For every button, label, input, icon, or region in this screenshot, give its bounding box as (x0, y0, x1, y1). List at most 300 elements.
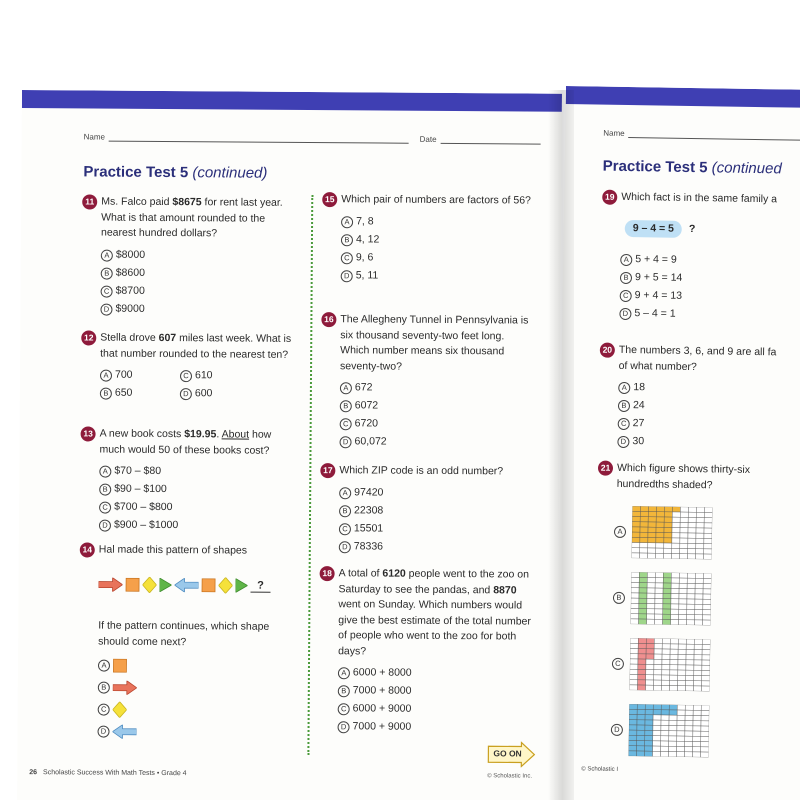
choice-text: 7000 + 9000 (352, 720, 412, 733)
grid-cell (631, 593, 639, 598)
grid-cell (646, 654, 654, 659)
choice-d[interactable] (99, 517, 295, 536)
grid-cell (688, 533, 696, 538)
grid-cell (646, 670, 654, 675)
grid-cell (677, 715, 685, 720)
question-text-line-1: The numbers 3, 6, and 9 are all fa (618, 343, 777, 359)
bubble-a[interactable]: A (338, 667, 350, 679)
question-text: A new book costs $19.95. About how much would 50 of these books cost? (99, 427, 272, 457)
grid-cell (679, 614, 687, 619)
grid-cell (654, 664, 662, 669)
question-number: 19 (602, 190, 617, 205)
bubble-a[interactable]: A (100, 370, 112, 382)
choice-a[interactable] (339, 484, 539, 503)
bubble-c[interactable]: C (620, 290, 632, 302)
grid-cell (687, 609, 695, 614)
grid-cell (685, 715, 693, 720)
grid-cell (663, 604, 671, 609)
grid-cell (685, 721, 693, 726)
bubble-a[interactable]: A (614, 526, 626, 538)
grid-cell (639, 598, 647, 603)
grid-cell (645, 710, 653, 715)
grid-cell (630, 638, 638, 643)
grid-cell (645, 736, 653, 741)
grid-cell (703, 589, 711, 594)
choice-b[interactable] (338, 682, 538, 701)
grid-cell (688, 538, 696, 543)
grid-cell (702, 650, 710, 655)
grid-cell (662, 659, 670, 664)
grid-cell (687, 583, 695, 588)
grid-cell (671, 588, 679, 593)
book-gutter (548, 90, 574, 800)
bubble-d[interactable]: D (611, 724, 623, 736)
left-page (17, 90, 562, 800)
bubble-c[interactable]: C (98, 704, 110, 716)
grid-cell (704, 544, 712, 549)
grid-cell (669, 731, 677, 736)
grid-cell (680, 538, 688, 543)
name-field (84, 132, 409, 143)
grid-cell (630, 659, 638, 664)
grid-cell (685, 731, 693, 736)
answer-choices (341, 213, 541, 286)
choice-d[interactable] (100, 300, 296, 319)
choice-d[interactable] (341, 267, 541, 286)
choice-text: 7, 8 (356, 215, 374, 228)
bubble-b[interactable]: B (99, 484, 111, 496)
bubble-a[interactable]: A (618, 382, 630, 394)
grid-cell (704, 538, 712, 543)
question-text: Which fact is in the same family a (621, 190, 778, 206)
bubble-a[interactable]: A (99, 466, 111, 478)
grid-cell (702, 644, 710, 649)
grid-cell (637, 746, 645, 751)
choice-b[interactable] (340, 397, 535, 416)
choice-d[interactable] (610, 697, 709, 765)
bubble-b[interactable]: B (620, 272, 632, 284)
grid-cell (639, 577, 647, 582)
date-field (420, 135, 541, 145)
grid-cell (680, 543, 688, 548)
bubble-d[interactable]: D (341, 270, 353, 282)
bubble-d[interactable]: D (619, 308, 631, 320)
grid-cell (687, 589, 695, 594)
grid-cell (655, 609, 663, 614)
yellow-diamond-icon (113, 702, 127, 718)
grid-cell (688, 528, 696, 533)
grid-cell (638, 649, 646, 654)
bubble-c[interactable]: C (612, 658, 624, 670)
bubble-a[interactable]: A (620, 254, 632, 266)
choice-d[interactable] (337, 718, 537, 737)
bubble-a[interactable]: A (339, 487, 351, 499)
bubble-d[interactable]: D (340, 436, 352, 448)
grid-cell (678, 639, 686, 644)
grid-cell (676, 752, 684, 757)
bubble-d[interactable]: D (617, 436, 629, 448)
choice-text: 650 (114, 386, 133, 400)
choice-text: 60,072 (354, 435, 387, 448)
grid-cell (702, 655, 710, 660)
grid-cell (630, 648, 638, 653)
grid-cell (663, 578, 671, 583)
bubble-c[interactable]: C (99, 502, 111, 514)
grid-cell (648, 522, 656, 527)
yellow-diamond-icon (218, 577, 232, 593)
grid-cell (648, 543, 656, 548)
choice-text: 18 (633, 381, 646, 394)
grid-cell (671, 583, 679, 588)
bubble-c[interactable]: C (618, 418, 630, 430)
grid-cell (654, 644, 662, 649)
grid-cell (664, 527, 672, 532)
grid-cell (670, 665, 678, 670)
grid-cell (704, 523, 712, 528)
grid-cell (680, 528, 688, 533)
grid-cell (639, 593, 647, 598)
page-title (83, 163, 267, 181)
choice-b[interactable] (101, 264, 297, 283)
choice-text: 6720 (354, 417, 379, 430)
bubble-b[interactable]: B (339, 505, 351, 517)
bubble-d[interactable]: D (180, 388, 192, 400)
bubble-b[interactable]: B (618, 400, 630, 412)
choice-text: 22308 (354, 504, 384, 517)
grid-cell (640, 553, 648, 558)
question-12 (84, 331, 296, 404)
grid-cell (661, 715, 669, 720)
grid-cell (645, 730, 653, 735)
grid-cell (656, 512, 664, 517)
choice-d[interactable] (619, 305, 800, 326)
grid-cell (694, 660, 702, 665)
red-arrow-icon (99, 578, 123, 592)
grid-cell (663, 614, 671, 619)
grid-cell (652, 751, 660, 756)
date-rule (441, 136, 541, 145)
grid-cell (638, 654, 646, 659)
equation-row (625, 219, 800, 240)
choice-b[interactable] (99, 481, 295, 500)
grid-cell (702, 639, 710, 644)
grid-cell (631, 582, 639, 587)
equation-qmark: ? (688, 222, 696, 235)
grid-cell (680, 554, 688, 559)
bubble-d[interactable]: D (339, 541, 351, 553)
choice-b[interactable] (100, 385, 180, 404)
bubble-c[interactable]: C (180, 370, 192, 382)
grid-cell (687, 578, 695, 583)
grid-cell (631, 608, 639, 613)
grid-cell (655, 604, 663, 609)
grid-cell (669, 741, 677, 746)
grid-cell (662, 654, 670, 659)
grid-cell (632, 548, 640, 553)
choice-d[interactable] (339, 433, 534, 452)
bubble-b[interactable]: B (340, 400, 352, 412)
grid-cell (678, 665, 686, 670)
grid-cell (695, 604, 703, 609)
bubble-a[interactable]: A (340, 382, 352, 394)
choice-b[interactable] (612, 565, 711, 633)
choice-c[interactable] (180, 367, 260, 386)
question-text: A total of 6120 people went to the zoo on Saturday to see the pandas, and 8870 went on Sunday. Which numbers would give the best estimate of the total number of people who went to the zoo for both days? (338, 567, 531, 657)
grid-cell (662, 670, 670, 675)
grid-cell (669, 705, 677, 710)
grid-cell (679, 583, 687, 588)
choice-c[interactable] (101, 282, 297, 301)
grid-cell (629, 735, 637, 740)
grid-cell (664, 553, 672, 558)
grid-cell (664, 538, 672, 543)
choice-d[interactable] (180, 385, 260, 404)
grid-cell (686, 639, 694, 644)
choice-b[interactable] (98, 677, 294, 700)
grid-cell (655, 614, 663, 619)
grid-cell (647, 593, 655, 598)
choice-text: 6072 (354, 399, 379, 412)
grid-cell (684, 752, 692, 757)
grid-cell (696, 507, 704, 512)
grid-cell (638, 643, 646, 648)
choice-a[interactable] (613, 499, 712, 567)
grid-cell (654, 675, 662, 680)
grid-cell (696, 528, 704, 533)
grid-cell (678, 675, 686, 680)
grid-cell (687, 604, 695, 609)
grid-cell (701, 736, 709, 741)
choice-a[interactable] (99, 463, 295, 482)
grid-cell (679, 573, 687, 578)
grid-cell (679, 604, 687, 609)
grid-cell (704, 533, 712, 538)
choice-c[interactable] (340, 415, 535, 434)
choice-text: $9000 (115, 302, 145, 315)
choice-a[interactable] (98, 655, 294, 678)
bubble-b[interactable]: B (101, 267, 113, 279)
question-16 (324, 312, 535, 452)
grid-cell (632, 542, 640, 547)
grid-cell (688, 554, 696, 559)
bubble-d[interactable]: D (338, 721, 350, 733)
grid-cell (646, 675, 654, 680)
grid-cell (645, 720, 653, 725)
bubble-c[interactable]: C (101, 285, 113, 297)
choice-a[interactable] (338, 664, 538, 683)
bubble-b[interactable]: B (98, 682, 110, 694)
grid-cell (629, 709, 637, 714)
question-text: If the pattern continues, which shape should come next? (98, 619, 270, 648)
bubble-a[interactable]: A (101, 249, 113, 261)
grid-cell (692, 752, 700, 757)
right-page (555, 86, 800, 800)
grid-cell (703, 578, 711, 583)
bubble-a[interactable]: A (98, 660, 110, 672)
grid-cell (640, 543, 648, 548)
grid-cell (701, 710, 709, 715)
grid-cell (693, 710, 701, 715)
bubble-b[interactable]: B (100, 388, 112, 400)
grid-cell (629, 746, 637, 751)
title-main: Practice Test 5 (83, 163, 189, 182)
grid-cell (670, 649, 678, 654)
grid-cell (655, 588, 663, 593)
bubble-a[interactable]: A (341, 216, 353, 228)
grid-cell (678, 686, 686, 691)
question-text: Hal made this pattern of shapes (98, 543, 248, 557)
choice-c[interactable] (341, 249, 541, 268)
bubble-c[interactable]: C (338, 703, 350, 715)
grid-cell (661, 741, 669, 746)
bubble-d[interactable]: D (97, 726, 109, 738)
grid-cell (647, 572, 655, 577)
grid-cell (655, 598, 663, 603)
grid-cell (688, 512, 696, 517)
grid-cell (662, 649, 670, 654)
grid-cell (694, 681, 702, 686)
choice-text: 27 (632, 417, 645, 430)
grid-cell (653, 746, 661, 751)
bubble-d[interactable]: D (100, 303, 112, 315)
grid-cell (693, 715, 701, 720)
grid-cell (632, 532, 640, 537)
figure-choices (610, 499, 712, 765)
grid-cell (632, 506, 640, 511)
grid-cell (638, 659, 646, 664)
choice-text: 672 (354, 381, 373, 394)
pattern-blank[interactable]: ? (251, 579, 271, 592)
choice-b[interactable] (341, 231, 541, 250)
grid-cell (661, 720, 669, 725)
grid-cell (688, 549, 696, 554)
grid-cell (632, 516, 640, 521)
grid-cell (638, 669, 646, 674)
choice-a[interactable] (101, 246, 297, 265)
grid-cell (703, 599, 711, 604)
grid-cell (664, 543, 672, 548)
choice-a[interactable] (341, 213, 541, 232)
grid-cell (704, 554, 712, 559)
choice-d[interactable] (617, 433, 800, 454)
choice-c[interactable] (611, 631, 710, 699)
grid-cell (677, 736, 685, 741)
grid-cell (670, 670, 678, 675)
grid-cell (669, 746, 677, 751)
grid-cell (703, 610, 711, 615)
grid-cell (664, 507, 672, 512)
grid-cell (640, 522, 648, 527)
grid-cell (632, 537, 640, 542)
grid-cell (664, 522, 672, 527)
choice-c[interactable] (98, 699, 294, 722)
grid-cell (679, 620, 687, 625)
grid-cell (661, 736, 669, 741)
red-arrow-icon (113, 681, 137, 695)
question-text: Which pair of numbers are factors of 56? (341, 193, 531, 207)
grid-cell (696, 538, 704, 543)
grid-cell (637, 715, 645, 720)
choice-a[interactable] (100, 367, 180, 386)
grid-cell (702, 676, 710, 681)
grid-cell (696, 517, 704, 522)
question-number: 13 (81, 426, 96, 441)
choice-d[interactable] (97, 721, 293, 744)
bubble-c[interactable]: C (339, 523, 351, 535)
grid-cell (695, 578, 703, 583)
grid-cell (693, 731, 701, 736)
grid-cell (645, 746, 653, 751)
question-18 (322, 566, 538, 737)
grid-cell (694, 686, 702, 691)
grid-cell (687, 620, 695, 625)
grid-cell (654, 649, 662, 654)
choice-c[interactable] (338, 700, 538, 719)
grid-cell (630, 674, 638, 679)
grid-cell (669, 710, 677, 715)
grid-cell (703, 584, 711, 589)
green-triangle-icon (235, 579, 247, 593)
grid-cell (640, 548, 648, 553)
grid-cell (662, 675, 670, 680)
answer-choices (100, 367, 296, 404)
grid-cell (677, 746, 685, 751)
grid-cell (648, 538, 656, 543)
bubble-d[interactable]: D (99, 520, 111, 532)
grid-cell (638, 685, 646, 690)
grid-cell (695, 609, 703, 614)
choice-c[interactable] (339, 520, 539, 539)
choice-c[interactable] (99, 499, 295, 518)
grid-cell (648, 506, 656, 511)
question-14-follow (97, 619, 294, 744)
grid-cell (703, 615, 711, 620)
question-text-line-2: of what number? (618, 359, 697, 373)
question-number: 15 (322, 192, 337, 207)
grid-cell (677, 705, 685, 710)
choice-b[interactable] (339, 502, 539, 521)
bubble-b[interactable]: B (613, 592, 625, 604)
grid-cell (693, 726, 701, 731)
grid-cell (656, 553, 664, 558)
choice-d[interactable] (339, 538, 539, 557)
grid-cell (677, 731, 685, 736)
choice-text: $8600 (115, 266, 145, 279)
hundredths-grid-b (631, 572, 712, 625)
grid-cell (678, 654, 686, 659)
grid-cell (637, 730, 645, 735)
grid-cell (656, 527, 664, 532)
choice-a[interactable] (340, 379, 535, 398)
grid-cell (654, 659, 662, 664)
grid-cell (638, 638, 646, 643)
grid-cell (632, 553, 640, 558)
grid-cell (655, 619, 663, 624)
bubble-c[interactable]: C (340, 418, 352, 430)
grid-cell (653, 741, 661, 746)
answer-choices (97, 655, 294, 744)
bubble-b[interactable]: B (341, 234, 353, 246)
bubble-c[interactable]: C (341, 252, 353, 264)
grid-cell (678, 644, 686, 649)
bubble-b[interactable]: B (338, 685, 350, 697)
grid-cell (686, 660, 694, 665)
grid-cell (647, 614, 655, 619)
hundredths-grid-c (630, 638, 711, 691)
grid-cell (695, 589, 703, 594)
grid-cell (630, 643, 638, 648)
grid-cell (696, 543, 704, 548)
